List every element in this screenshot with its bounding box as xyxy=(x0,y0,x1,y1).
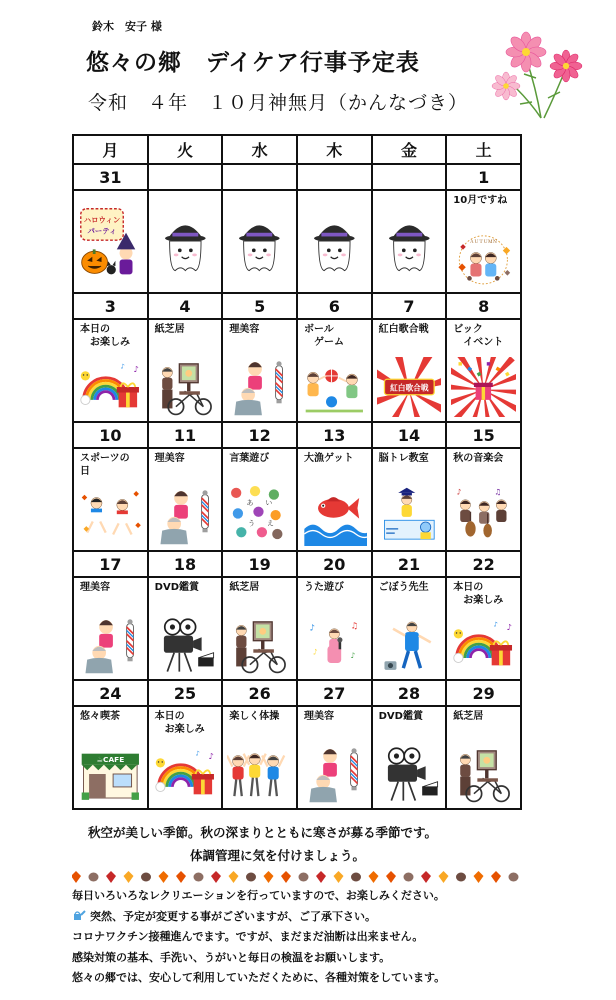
chestnut-icon xyxy=(509,873,519,882)
date-cell: 6 xyxy=(297,293,372,319)
date-cell: 24 xyxy=(73,680,148,706)
svg-text:♪: ♪ xyxy=(309,623,315,634)
event-row xyxy=(73,319,521,422)
event-cell xyxy=(297,319,372,422)
chestnut-icon xyxy=(89,873,99,882)
date-cell: 22 xyxy=(446,551,521,577)
svg-text:♪: ♪ xyxy=(506,622,513,633)
chestnut-icon xyxy=(299,873,309,882)
event-label: 紙芝居 xyxy=(229,582,260,593)
event-cell xyxy=(446,706,521,809)
date-cell: 12 xyxy=(222,422,297,448)
leaf-icon xyxy=(176,871,186,883)
leaf-icon xyxy=(264,871,274,883)
weekday-fri: 金 xyxy=(372,135,447,164)
autumn-kids-illustration xyxy=(451,228,516,288)
leaf-icon xyxy=(106,871,116,883)
event-label: うた遊び xyxy=(303,582,344,593)
event-row xyxy=(73,190,521,293)
ball-game-illustration xyxy=(302,357,367,417)
event-cell xyxy=(372,577,447,680)
barber-illustration xyxy=(78,615,143,675)
event-label: 紙芝居 xyxy=(154,324,185,335)
word-play-illustration xyxy=(227,486,292,546)
date-cell: 29 xyxy=(446,680,521,706)
event-label: 紙芝居 xyxy=(453,711,484,722)
event-cell xyxy=(222,706,297,809)
note-item: 毎日いろいろなレクリエーションを行っていますので、お楽しみください。 xyxy=(72,889,445,902)
date-row xyxy=(73,551,521,577)
event-cell xyxy=(297,190,372,293)
date-cell xyxy=(148,164,223,190)
date-row xyxy=(73,422,521,448)
date-cell xyxy=(372,164,447,190)
barber-illustration xyxy=(153,486,218,546)
event-label: ごぼう先生 xyxy=(378,582,429,593)
leaf-icon xyxy=(439,871,449,883)
leaf-icon xyxy=(159,871,169,883)
svg-text:♪: ♪ xyxy=(195,749,200,758)
date-cell xyxy=(222,164,297,190)
event-label: 本日の お楽しみ xyxy=(154,711,205,735)
note-item: 突然、予定が変更する事がございますが、ご了承下さい。 xyxy=(72,907,445,928)
event-cell xyxy=(446,448,521,551)
weekday-header-row xyxy=(73,135,521,164)
calendar-table xyxy=(72,134,522,810)
weekday-mon: 月 xyxy=(73,135,148,164)
event-cell xyxy=(73,448,148,551)
leaf-icon xyxy=(421,871,431,883)
leaf-icon xyxy=(211,871,221,883)
svg-text:♪: ♪ xyxy=(208,751,214,762)
ghost-witch-illustration xyxy=(377,203,442,281)
music-concert-illustration xyxy=(451,486,516,546)
ghost-witch-illustration xyxy=(153,203,218,281)
svg-text:♪: ♪ xyxy=(133,364,139,375)
event-label: 紅白歌合戦 xyxy=(378,324,429,335)
event-cell xyxy=(222,190,297,293)
date-cell: 14 xyxy=(372,422,447,448)
month-subtitle: 令和 ４年 １０月神無月（かんなづき） xyxy=(88,92,469,114)
svg-text:パーティ: パーティ xyxy=(87,226,117,236)
date-cell: 1 xyxy=(446,164,521,190)
date-row xyxy=(73,164,521,190)
svg-text:う: う xyxy=(248,519,256,528)
date-cell: 25 xyxy=(148,680,223,706)
leaf-icon xyxy=(316,871,326,883)
event-label: 脳トレ教室 xyxy=(378,453,429,464)
date-cell: 19 xyxy=(222,551,297,577)
big-catch-illustration xyxy=(302,486,367,546)
note-item: 悠々の郷では、安心して利用していただくために、各種対策をしています。 xyxy=(72,971,446,984)
date-cell: 4 xyxy=(148,293,223,319)
date-cell: 21 xyxy=(372,551,447,577)
event-label: 秋の音楽会 xyxy=(453,453,504,464)
barber-illustration xyxy=(302,744,367,804)
weekday-thu: 木 xyxy=(297,135,372,164)
weekday-wed: 水 xyxy=(222,135,297,164)
event-label xyxy=(223,191,296,194)
event-row xyxy=(73,448,521,551)
leaf-icon xyxy=(369,871,379,883)
barber-illustration xyxy=(227,357,292,417)
event-cell xyxy=(372,448,447,551)
svg-text:い: い xyxy=(265,498,273,507)
surprise-box-illustration xyxy=(451,357,516,417)
event-cell xyxy=(148,706,223,809)
svg-text:☕CAFE: ☕CAFE xyxy=(96,754,125,764)
leaf-icon xyxy=(491,871,501,883)
event-cell xyxy=(73,190,148,293)
date-cell: 11 xyxy=(148,422,223,448)
kohaku-illustration xyxy=(377,357,442,417)
kamishibai-illustration xyxy=(153,357,218,417)
seasonal-message: 秋空が美しい季節。秋の深まりとともに寒さが募る季節です。 xyxy=(88,825,438,840)
date-cell: 31 xyxy=(73,164,148,190)
brain-training-illustration xyxy=(377,486,442,546)
kamishibai-illustration xyxy=(451,744,516,804)
event-cell xyxy=(148,190,223,293)
autumn-leaves-divider xyxy=(72,869,542,883)
event-label: 楽しく体操 xyxy=(229,711,280,722)
date-cell: 27 xyxy=(297,680,372,706)
date-cell: 3 xyxy=(73,293,148,319)
event-label: 10月ですね xyxy=(453,195,508,206)
page-title: 悠々の郷 デイケア行事予定表 xyxy=(86,50,420,76)
cafe-illustration xyxy=(78,744,143,804)
ghost-witch-illustration xyxy=(227,203,292,281)
date-cell: 13 xyxy=(297,422,372,448)
date-row xyxy=(73,293,521,319)
kamishibai-illustration xyxy=(227,615,292,675)
chestnut-icon xyxy=(246,873,256,882)
cosmos-flower-illustration xyxy=(486,18,590,122)
date-cell: 28 xyxy=(372,680,447,706)
svg-text:え: え xyxy=(267,519,275,528)
leaf-icon xyxy=(281,871,291,883)
chestnut-icon xyxy=(351,873,361,882)
event-row xyxy=(73,577,521,680)
halloween-party-illustration xyxy=(78,203,143,281)
health-message: 体調管理に気を付けましょう。 xyxy=(190,848,366,863)
event-cell xyxy=(148,319,223,422)
event-row xyxy=(73,706,521,809)
date-row xyxy=(73,680,521,706)
event-cell xyxy=(297,448,372,551)
event-label: 本日の お楽しみ xyxy=(453,582,504,606)
date-cell xyxy=(297,164,372,190)
date-cell: 20 xyxy=(297,551,372,577)
event-cell xyxy=(222,577,297,680)
leaf-icon xyxy=(386,871,396,883)
rainbow-gift-illustration xyxy=(153,744,218,804)
event-cell xyxy=(446,319,521,422)
leaf-icon xyxy=(124,871,134,883)
note-item: 感染対策の基本、手洗い、うがいと毎日の検温をお願いします。 xyxy=(72,950,391,964)
event-label xyxy=(298,191,371,194)
event-label: 理美容 xyxy=(154,453,185,464)
weekday-tue: 火 xyxy=(148,135,223,164)
date-cell: 15 xyxy=(446,422,521,448)
date-cell: 7 xyxy=(372,293,447,319)
date-cell: 17 xyxy=(73,551,148,577)
event-cell xyxy=(73,577,148,680)
svg-text:♫: ♫ xyxy=(350,621,359,632)
notes-list xyxy=(72,886,445,989)
date-cell: 18 xyxy=(148,551,223,577)
event-label: 悠々喫茶 xyxy=(80,711,120,722)
svg-text:ＡＵＴＵＭＮ: ＡＵＴＵＭＮ xyxy=(469,240,498,246)
sports-kids-illustration xyxy=(78,486,143,546)
svg-text:♪: ♪ xyxy=(493,620,498,629)
watering-can-icon xyxy=(72,908,86,920)
svg-text:紅白歌合戦: 紅白歌合戦 xyxy=(389,383,429,393)
svg-text:♪: ♪ xyxy=(457,487,462,497)
event-cell xyxy=(73,319,148,422)
event-cell xyxy=(446,190,521,293)
event-label: 理美容 xyxy=(303,711,334,722)
leaf-icon xyxy=(474,871,484,883)
date-cell: 26 xyxy=(222,680,297,706)
svg-text:♪: ♪ xyxy=(120,362,125,371)
rainbow-gift-illustration xyxy=(78,357,143,417)
event-label xyxy=(373,191,446,194)
event-label: 大漁ゲット xyxy=(303,453,354,464)
exercise-teacher-illustration xyxy=(377,615,442,675)
date-cell: 5 xyxy=(222,293,297,319)
chestnut-icon xyxy=(456,873,466,882)
event-label: DVD鑑賞 xyxy=(378,711,423,722)
leaf-icon xyxy=(72,871,81,883)
leaf-icon xyxy=(334,871,344,883)
event-cell xyxy=(73,706,148,809)
event-label: 本日の お楽しみ xyxy=(80,324,130,348)
event-label xyxy=(149,191,222,194)
movie-camera-illustration xyxy=(153,615,218,675)
event-cell xyxy=(148,448,223,551)
ghost-witch-illustration xyxy=(302,203,367,281)
event-cell xyxy=(222,319,297,422)
rainbow-gift-illustration xyxy=(451,615,516,675)
singing-illustration xyxy=(302,615,367,675)
svg-text:あ: あ xyxy=(246,498,254,507)
event-cell xyxy=(372,190,447,293)
event-cell xyxy=(148,577,223,680)
recipient-name: 鈴木 安子 様 xyxy=(92,20,162,33)
event-label: ボール ゲーム xyxy=(303,324,344,348)
note-item: コロナワクチン接種進んでます。ですが、まだまだ油断は出来ません。 xyxy=(72,930,424,943)
svg-text:♪: ♪ xyxy=(312,647,318,657)
date-cell: 10 xyxy=(73,422,148,448)
event-label: DVD鑑賞 xyxy=(154,582,199,593)
event-label: ビック イベント xyxy=(453,324,504,348)
movie-camera-illustration xyxy=(377,744,442,804)
event-cell xyxy=(372,706,447,809)
svg-text:ハロウィン: ハロウィン xyxy=(83,215,121,225)
weekday-sat: 土 xyxy=(446,135,521,164)
event-label: 言葉遊び xyxy=(229,453,270,464)
event-label xyxy=(74,191,147,194)
exercise-group-illustration xyxy=(227,744,292,804)
chestnut-icon xyxy=(141,873,151,882)
event-cell xyxy=(446,577,521,680)
event-label: 理美容 xyxy=(229,324,260,335)
event-label: スポーツの 日 xyxy=(80,453,130,477)
date-cell: 8 xyxy=(446,293,521,319)
chestnut-icon xyxy=(404,873,414,882)
event-cell xyxy=(297,706,372,809)
leaf-icon xyxy=(229,871,239,883)
event-cell xyxy=(372,319,447,422)
chestnut-icon xyxy=(194,873,204,882)
svg-text:♫: ♫ xyxy=(494,487,502,497)
event-cell xyxy=(222,448,297,551)
event-label: 理美容 xyxy=(80,582,110,593)
event-cell xyxy=(297,577,372,680)
svg-text:♪: ♪ xyxy=(350,650,356,660)
